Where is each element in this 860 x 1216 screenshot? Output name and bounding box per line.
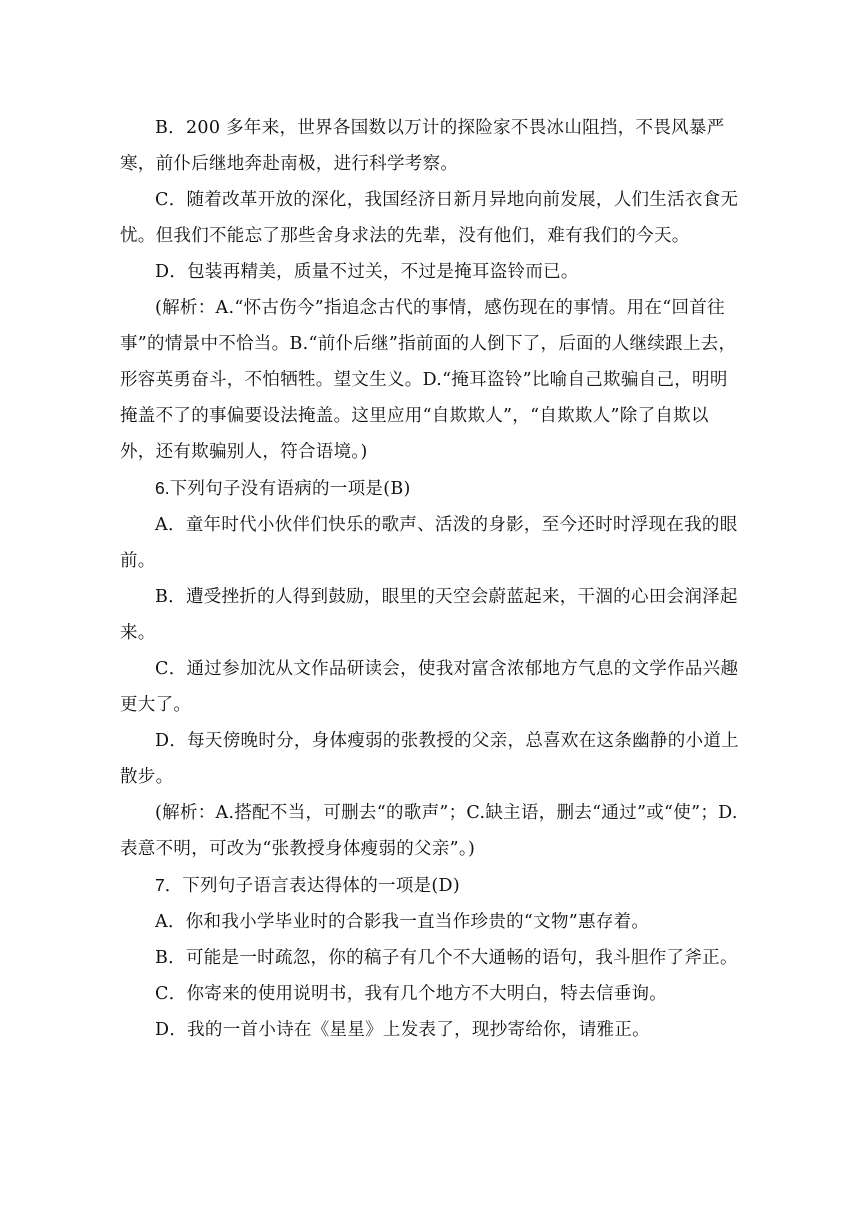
q7-option-b: B．可能是一时疏忽，你的稿子有几个不大通畅的语句，我斗胆作了斧正。 — [155, 948, 738, 968]
q6-stem — [120, 470, 740, 507]
q5-analysis: (解析：A.“怀古伤今”指追念古代的事情，感伤现在的事情。用在“回首往事”的情景中不恰当。B.“前仆后继”指前面的人倒下了，后面的人继续跟上去，形容英勇奋斗，不怕牺牲。望文生义。D.“掩耳盗铃”比喻自己欺骗自己，明明掩盖不了的事偏要设法掩盖。这里应用“自欺欺人”，“自欺欺人”除了自欺以外，还有欺骗别人，符合语境。) — [120, 298, 737, 462]
q5-option-d: D．包装再精美，质量不过关，不过是掩耳盗铃而已。 — [155, 262, 579, 282]
q7-stem — [120, 867, 740, 904]
q5-option-c: C．随着改革开放的深化，我国经济日新月异地向前发展，人们生活衣食无忧。但我们不能忘了那些舍身求法的先辈，没有他们，难有我们的今天。 — [120, 190, 739, 246]
q7-option-d: D．我的一首小诗在《星星》上发表了，现抄寄给你，请雅正。 — [155, 1020, 650, 1040]
q6-analysis: (解析：A.搭配不当，可删去“的歌声”；C.缺主语，删去“通过”或“使”；D.表意不明，可改为“张教授身体瘦弱的父亲”。) — [120, 803, 738, 859]
q6-number: 6. — [155, 478, 170, 498]
q6-option-a: A．童年时代小伙伴们快乐的歌声、活泼的身影，至今还时时浮现在我的眼前。 — [120, 515, 738, 571]
q6-option-c: C．通过参加沈从文作品研读会，使我对富含浓郁地方气息的文学作品兴趣更大了。 — [120, 659, 739, 715]
q5-option-b: B．200 多年来，世界各国数以万计的探险家不畏冰山阻挡，不畏风暴严寒，前仆后继地奔赴南极，进行科学考察。 — [120, 118, 725, 174]
document-body — [120, 110, 740, 1048]
q7-stem-text: 下列句子语言表达得体的一项是(D) — [182, 876, 461, 896]
q7-option-c: C．你寄来的使用说明书，我有几个地方不大明白，特去信垂询。 — [155, 984, 668, 1004]
q6-option-d: D．每天傍晚时分，身体瘦弱的张教授的父亲，总喜欢在这条幽静的小道上散步。 — [120, 731, 739, 787]
q6-stem-text: 下列句子没有语病的一项是(B) — [169, 479, 411, 499]
q7-number: 7． — [155, 875, 183, 895]
q7-option-a: A．你和我小学毕业时的合影我一直当作珍贵的“文物”惠存着。 — [155, 912, 650, 932]
q6-option-b: B．遭受挫折的人得到鼓励，眼里的天空会蔚蓝起来，干涸的心田会润泽起来。 — [120, 587, 738, 643]
